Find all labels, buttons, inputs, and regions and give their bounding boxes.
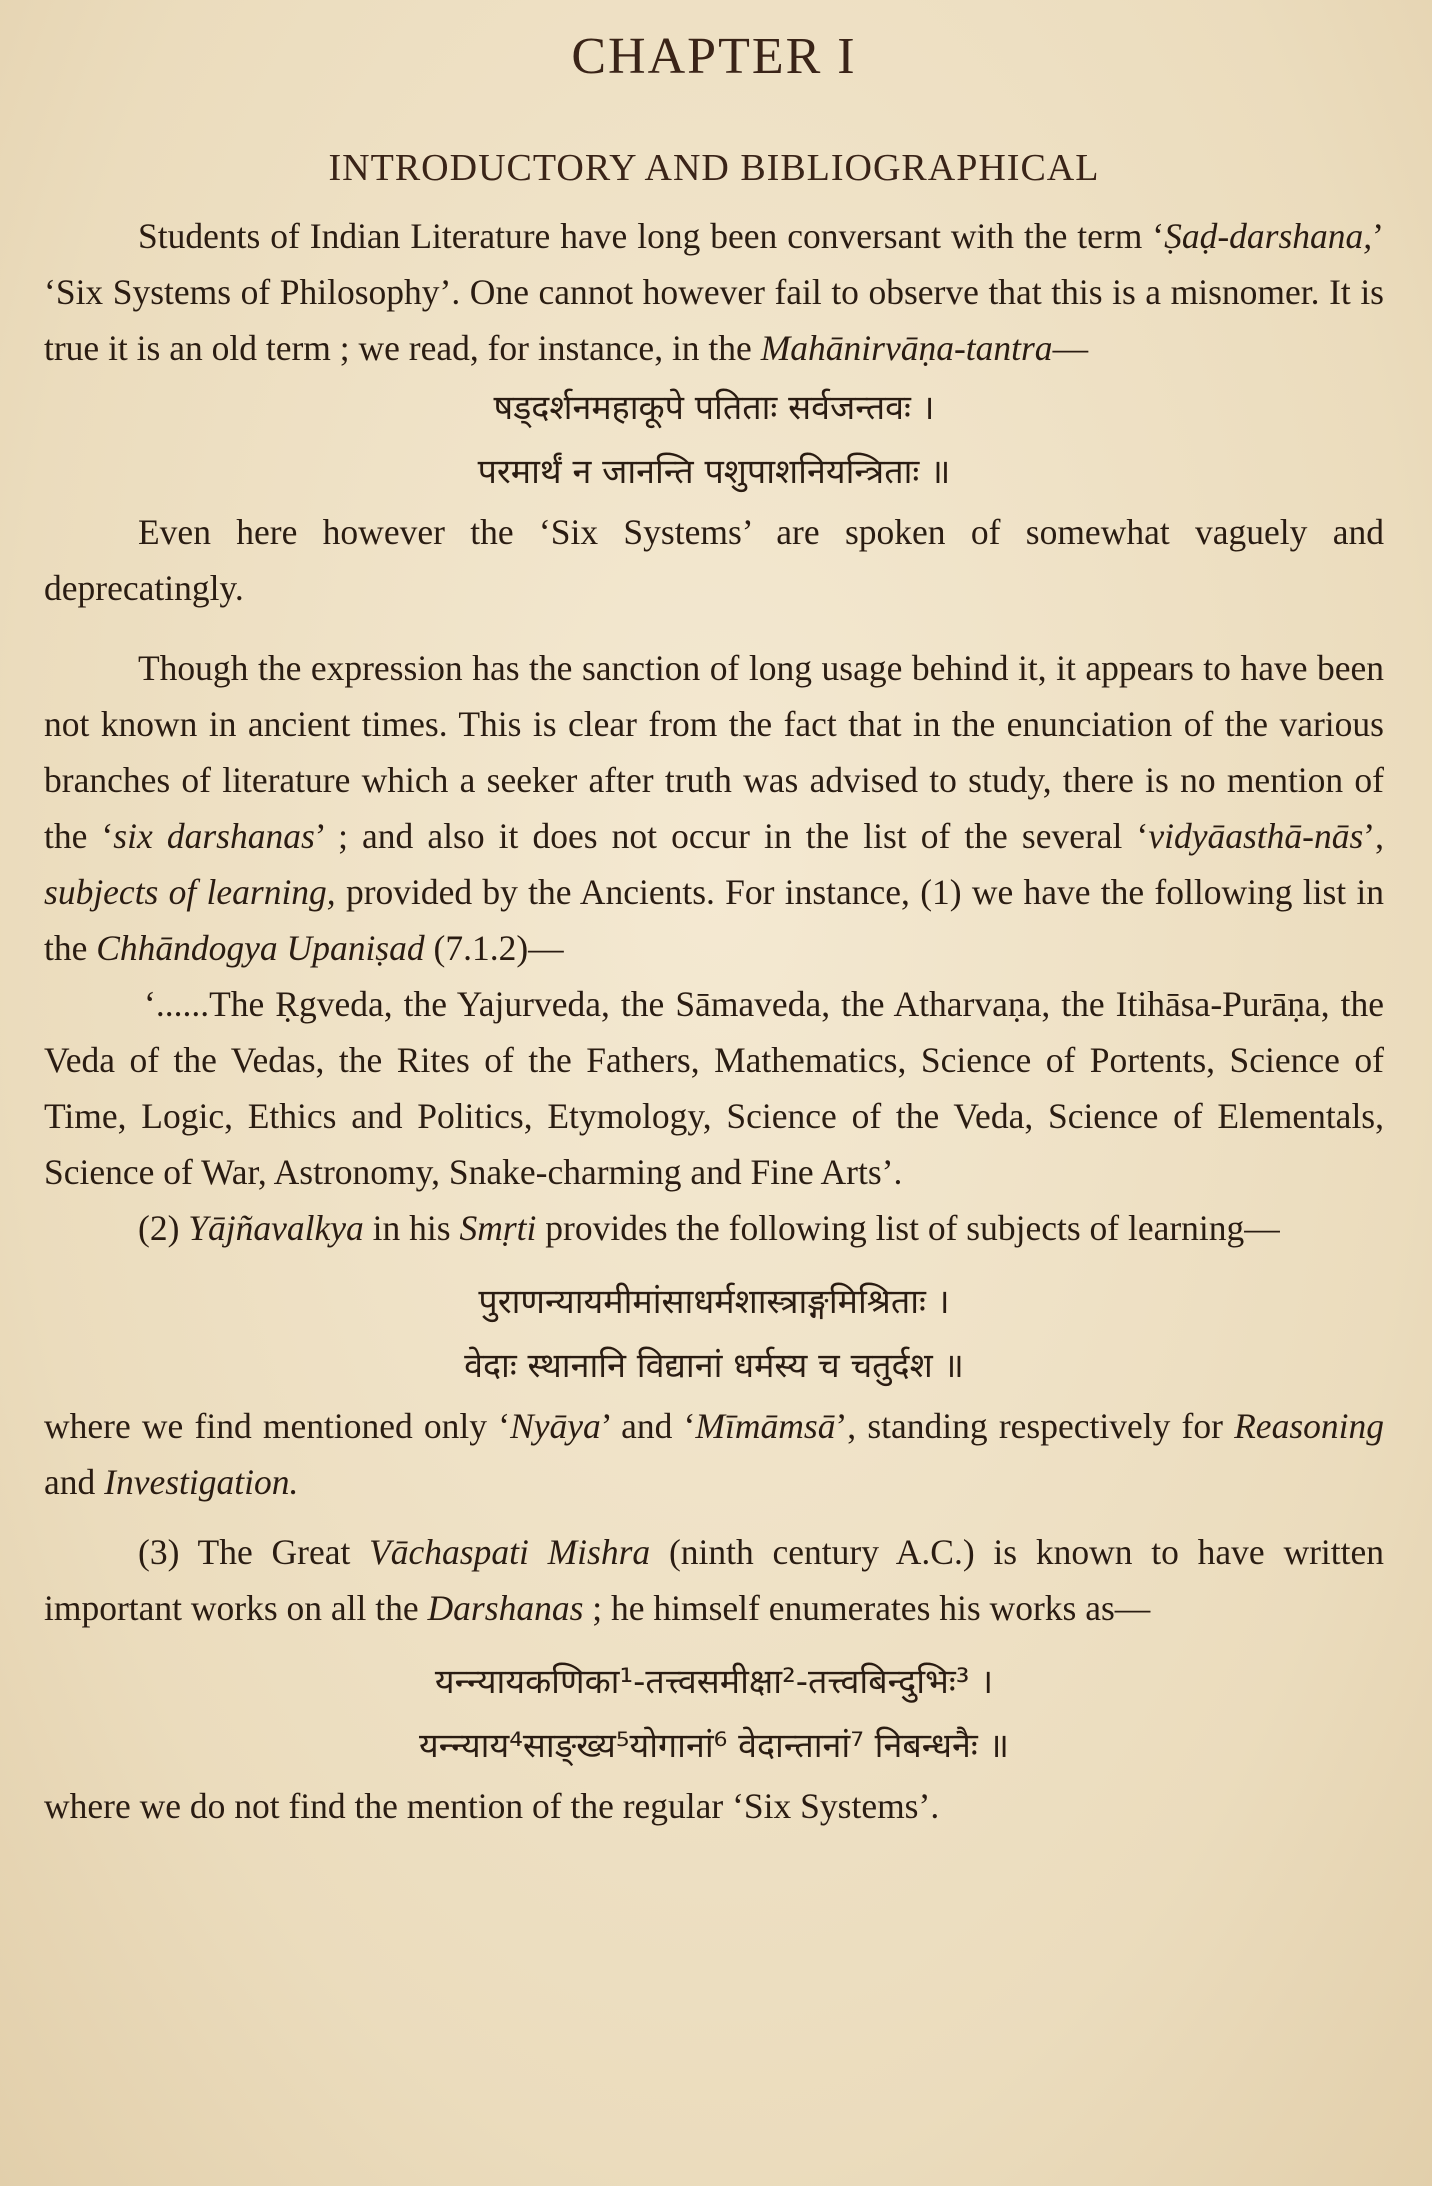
paragraph-1: Students of Indian Literature have long been conversant with the term ‘Ṣaḍ-darshana,’ ‘Six Systems of Philosophy’. One cannot however fail to observe that this is a misnomer. It is true it is an old term ; we read, for instance, in the Mahānirvāṇa-tantra— <box>44 216 1384 368</box>
section-title: INTRODUCTORY AND BIBLIOGRAPHICAL <box>328 147 1100 189</box>
paragraph-6: where we find mentioned only ‘Nyāya’ and ‘Mīmāmsā’, standing respectively for Reasoning and Investigation. <box>44 1406 1384 1502</box>
paragraph-7: (3) The Great Vāchaspati Mishra (ninth century A.C.) is known to have written important works on all the Darshanas ; he himself enumerates his works as— <box>44 1532 1384 1628</box>
sanskrit-verse-1 <box>44 376 1384 504</box>
verse-line: यन्न्यायकणिका¹-तत्त्वसमीक्षा²-तत्त्वबिन्दुभिः³ । <box>434 1662 994 1702</box>
paragraph-8: where we do not find the mention of the regular ‘Six Systems’. <box>44 1786 940 1826</box>
verse-line: परमार्थं न जानन्ति पशुपाशनियन्त्रिताः ॥ <box>477 452 951 492</box>
paragraph-2: Even here however the ‘Six Systems’ are spoken of somewhat vaguely and deprecatingly. <box>44 512 1384 608</box>
sanskrit-verse-3 <box>44 1650 1384 1778</box>
verse-line: यन्न्याय⁴साङ्ख्य⁵योगानां⁶ वेदान्तानां⁷ निबन्धनैः ॥ <box>419 1726 1009 1766</box>
quotation-paragraph: ‘......The Ṛgveda, the Yajurveda, the Sāmaveda, the Atharvaṇa, the Itihāsa-Purāṇa, the Veda of the Vedas, the Rites of the Fathers, Mathematics, Science of Portents, Science of Time, Logic, Ethics and Politics, Etymology, Science of the Veda, Science of Elementals, Science of War, Astronomy, Snake-charming and Fine Arts’. <box>44 984 1384 1192</box>
sanskrit-verse-2 <box>44 1270 1384 1398</box>
verse-line: षड्दर्शनमहाकूपे पतिताः सर्वजन्तवः । <box>493 388 935 428</box>
paragraph-5: (2) Yājñavalkya in his Smṛti provides the following list of subjects of learning— <box>138 1208 1280 1248</box>
chapter-title: CHAPTER I <box>571 28 857 85</box>
verse-line: पुराणन्यायमीमांसाधर्मशास्त्राङ्गमिश्रिताः । <box>478 1282 950 1322</box>
paragraph-3: Though the expression has the sanction of long usage behind it, it appears to have been not known in ancient times. This is clear from the fact that in the enunciation of the various branches of literature which a seeker after truth was advised to study, there is no mention of the ‘six darshanas’ ; and also it does not occur in the list of the several ‘vidyāasthā-nās’, subjects of learning, provided by the Ancients. For instance, (1) we have the following list in the Chhāndogya Upaniṣad (7.1.2)— <box>44 648 1385 968</box>
verse-line: वेदाः स्थानानि विद्यानां धर्मस्य च चतुर्दश ॥ <box>464 1346 964 1386</box>
